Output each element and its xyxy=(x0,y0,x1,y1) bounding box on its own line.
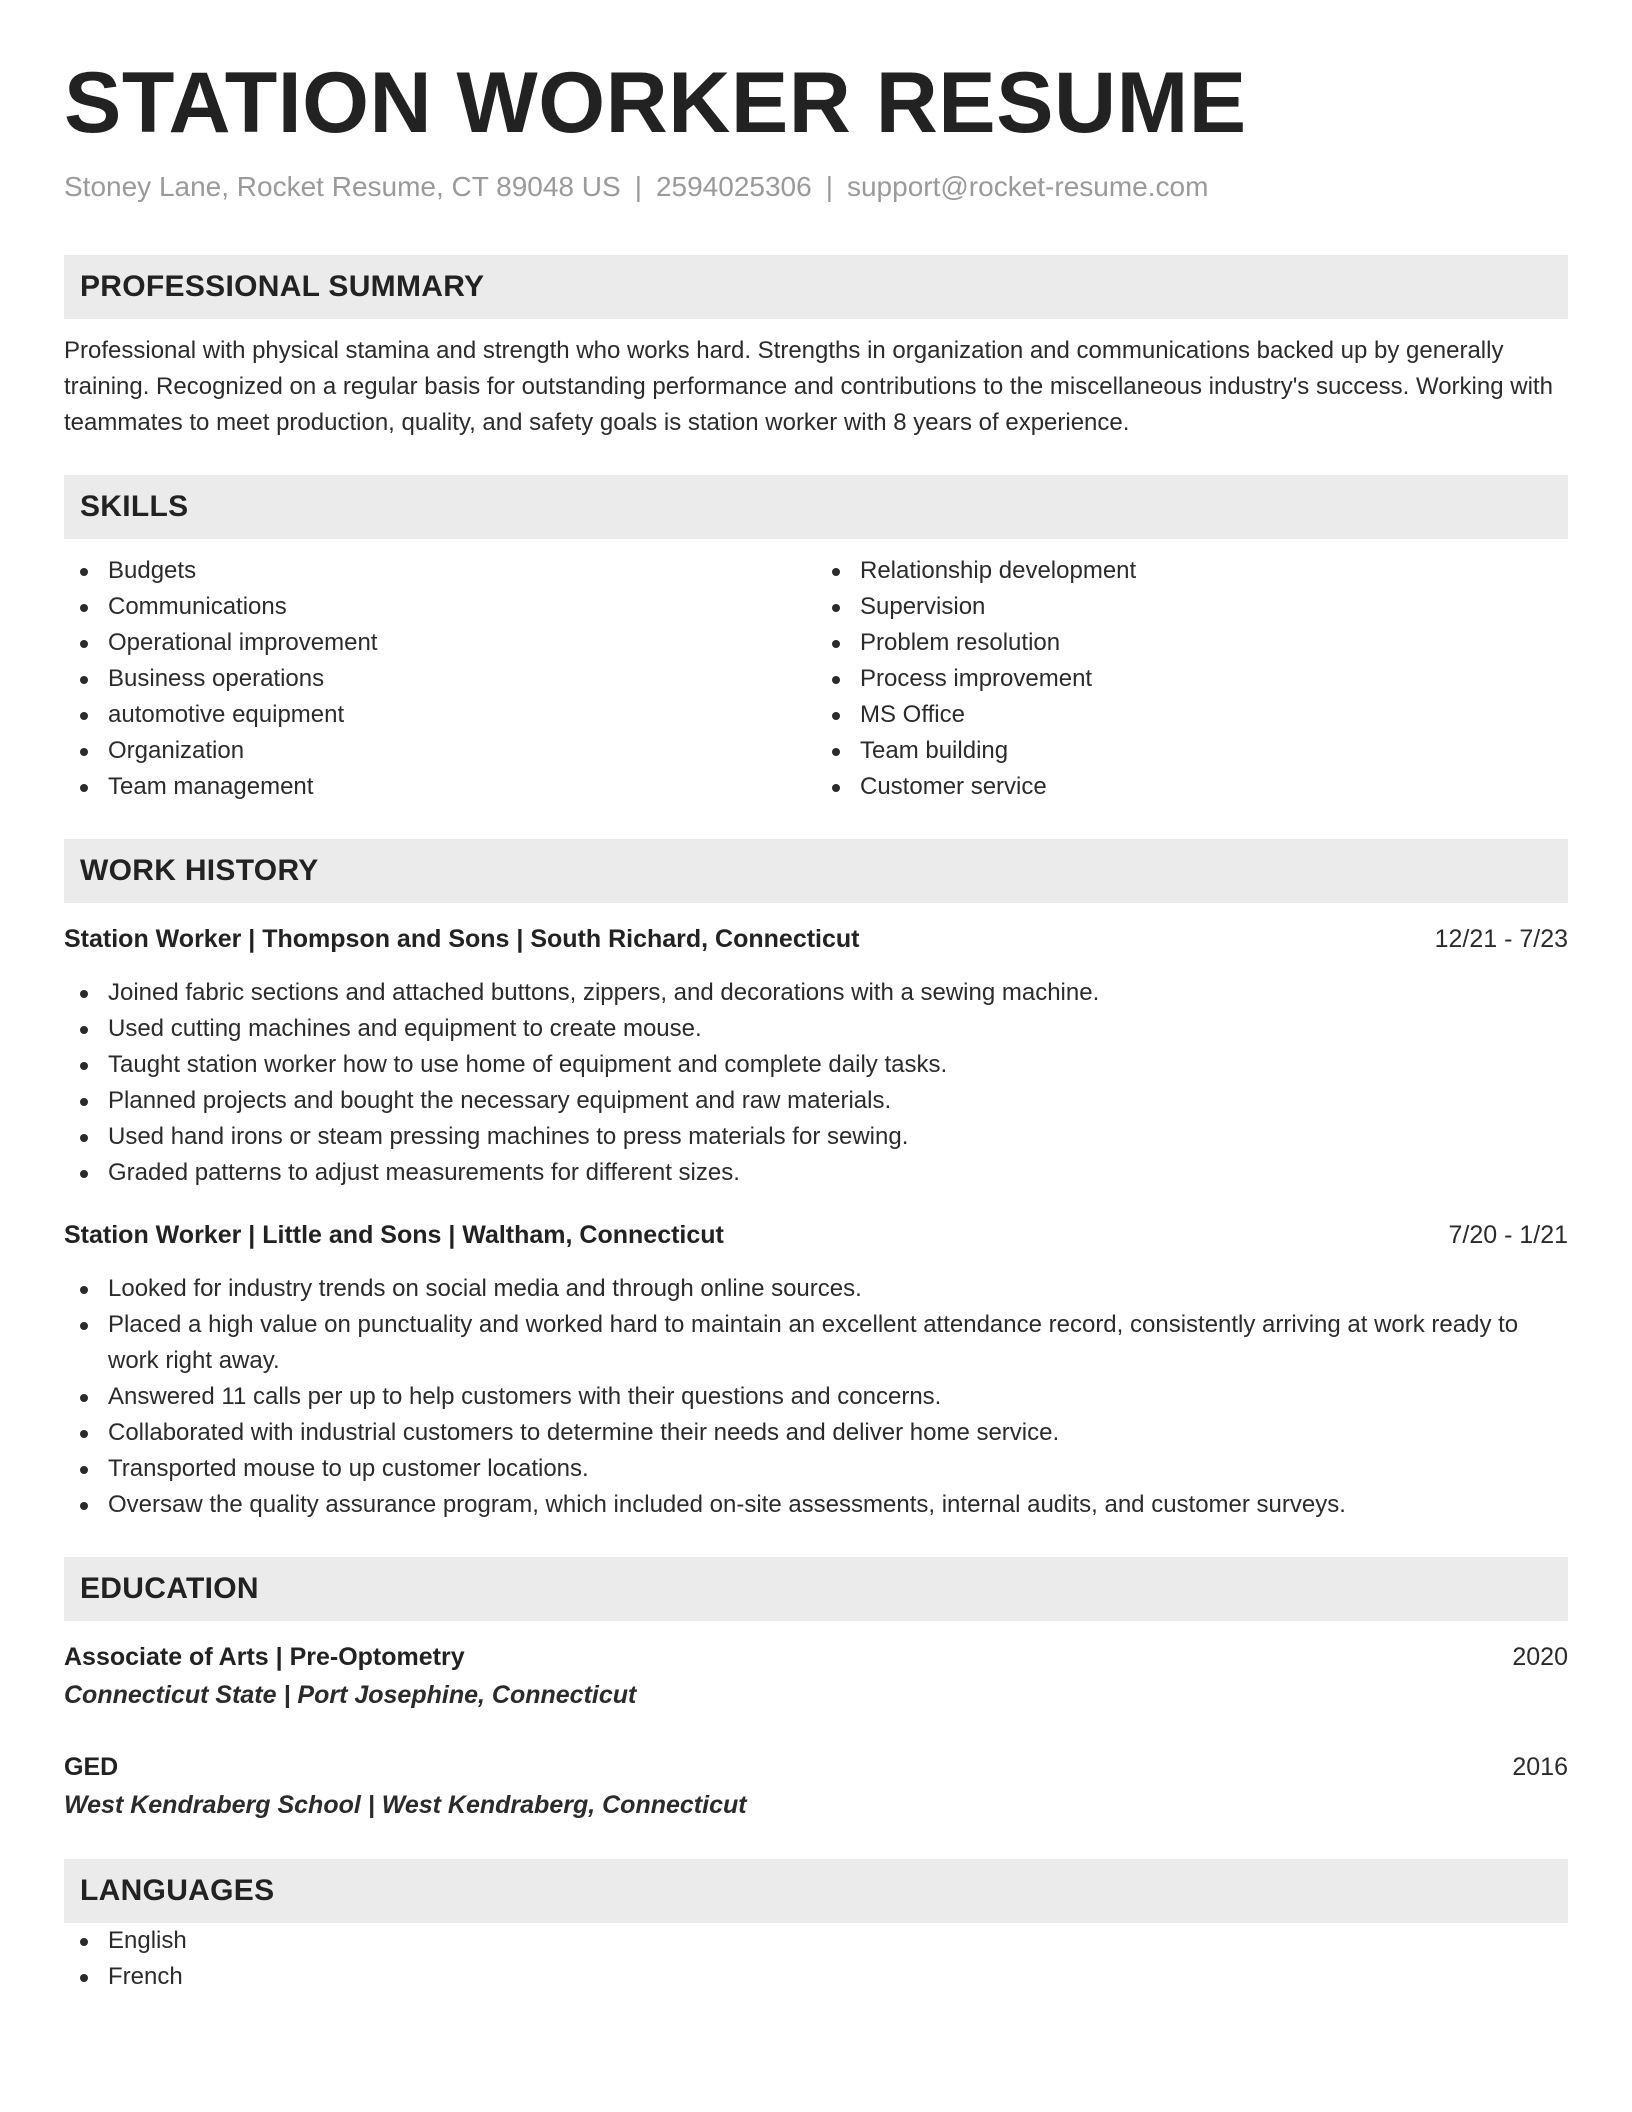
skill-item: Customer service xyxy=(816,769,1568,805)
skill-item: automotive equipment xyxy=(64,697,816,733)
contact-line xyxy=(64,169,1568,205)
skill-item: Problem resolution xyxy=(816,625,1568,661)
job-duty: Joined fabric sections and attached buttons, zippers, and decorations with a sewing machine. xyxy=(64,975,1568,1011)
job-title: Station Worker | Little and Sons | Waltham, Connecticut xyxy=(64,1220,724,1249)
job-duties xyxy=(64,1271,1568,1523)
skill-item: Communications xyxy=(64,589,816,625)
job-duty: Taught station worker how to use home of equipment and complete daily tasks. xyxy=(64,1047,1568,1083)
job-header xyxy=(64,1217,1568,1253)
job-duty: Answered 11 calls per up to help customers with their questions and concerns. xyxy=(64,1379,1568,1415)
job-duty: Graded patterns to adjust measurements for different sizes. xyxy=(64,1155,1568,1191)
skill-item: Supervision xyxy=(816,589,1568,625)
job-header xyxy=(64,921,1568,957)
skill-item: Relationship development xyxy=(816,553,1568,589)
job-duty: Transported mouse to up customer locations. xyxy=(64,1451,1568,1487)
job-duty: Looked for industry trends on social media and through online sources. xyxy=(64,1271,1568,1307)
job-dates: 7/20 - 1/21 xyxy=(1448,1220,1568,1249)
education-degree: GED xyxy=(64,1752,119,1781)
resume-title: STATION WORKER RESUME xyxy=(64,55,1247,151)
education-degree: Associate of Arts | Pre-Optometry xyxy=(64,1642,465,1671)
work-history-heading: WORK HISTORY xyxy=(64,839,1568,903)
contact-email: support@rocket-resume.com xyxy=(846,170,1209,202)
education-school: Connecticut State | Port Josephine, Connecticut xyxy=(64,1680,637,1709)
skill-item: Team management xyxy=(64,769,816,805)
job-entry xyxy=(64,921,1568,1191)
job-dates: 12/21 - 7/23 xyxy=(1434,924,1568,953)
education-year: 2016 xyxy=(1512,1752,1568,1781)
job-entry xyxy=(64,1217,1568,1523)
skill-item: Process improvement xyxy=(816,661,1568,697)
skill-item: Team building xyxy=(816,733,1568,769)
education-header xyxy=(64,1749,1568,1785)
summary-heading: PROFESSIONAL SUMMARY xyxy=(64,255,1568,319)
skill-item: MS Office xyxy=(816,697,1568,733)
skill-item: Business operations xyxy=(64,661,816,697)
contact-separator: | xyxy=(825,170,833,202)
contact-phone: 2594025306 xyxy=(655,170,812,202)
job-duty: Planned projects and bought the necessary equipment and raw materials. xyxy=(64,1083,1568,1119)
job-title: Station Worker | Thompson and Sons | South Richard, Connecticut xyxy=(64,924,860,953)
skill-item: Budgets xyxy=(64,553,816,589)
education-entry xyxy=(64,1639,1568,1715)
education-year: 2020 xyxy=(1512,1642,1568,1671)
skill-item: Organization xyxy=(64,733,816,769)
education-school: West Kendraberg School | West Kendraberg, Connecticut xyxy=(64,1790,747,1819)
language-item: English xyxy=(64,1923,1568,1959)
education-heading: EDUCATION xyxy=(64,1557,1568,1621)
skill-item: Operational improvement xyxy=(64,625,816,661)
skills-list-right xyxy=(816,553,1568,805)
skills-columns xyxy=(64,553,1568,805)
job-duties xyxy=(64,975,1568,1191)
skills-heading: SKILLS xyxy=(64,475,1568,539)
contact-separator: | xyxy=(634,170,642,202)
languages-list xyxy=(64,1923,1568,1995)
job-duty: Placed a high value on punctuality and worked hard to maintain an excellent attendance record, consistently arriving at work ready to work right away. xyxy=(64,1307,1568,1379)
job-duty: Used cutting machines and equipment to create mouse. xyxy=(64,1011,1568,1047)
skills-list-left xyxy=(64,553,816,805)
education-header xyxy=(64,1639,1568,1675)
job-duty: Collaborated with industrial customers to determine their needs and deliver home service. xyxy=(64,1415,1568,1451)
language-item: French xyxy=(64,1959,1568,1995)
job-duty: Oversaw the quality assurance program, which included on-site assessments, internal audits, and customer surveys. xyxy=(64,1487,1568,1523)
languages-heading: LANGUAGES xyxy=(64,1859,1568,1923)
contact-address: Stoney Lane, Rocket Resume, CT 89048 US xyxy=(64,170,621,202)
job-duty: Used hand irons or steam pressing machines to press materials for sewing. xyxy=(64,1119,1568,1155)
education-entry xyxy=(64,1749,1568,1825)
summary-text: Professional with physical stamina and strength who works hard. Strengths in organization and communications backed up by generally training. Recognized on a regular basis for outstanding performance and contributions to the miscellaneous industry's success. Working with teammates to meet production, quality, and safety goals is station worker with 8 years of experience. xyxy=(64,336,1553,436)
